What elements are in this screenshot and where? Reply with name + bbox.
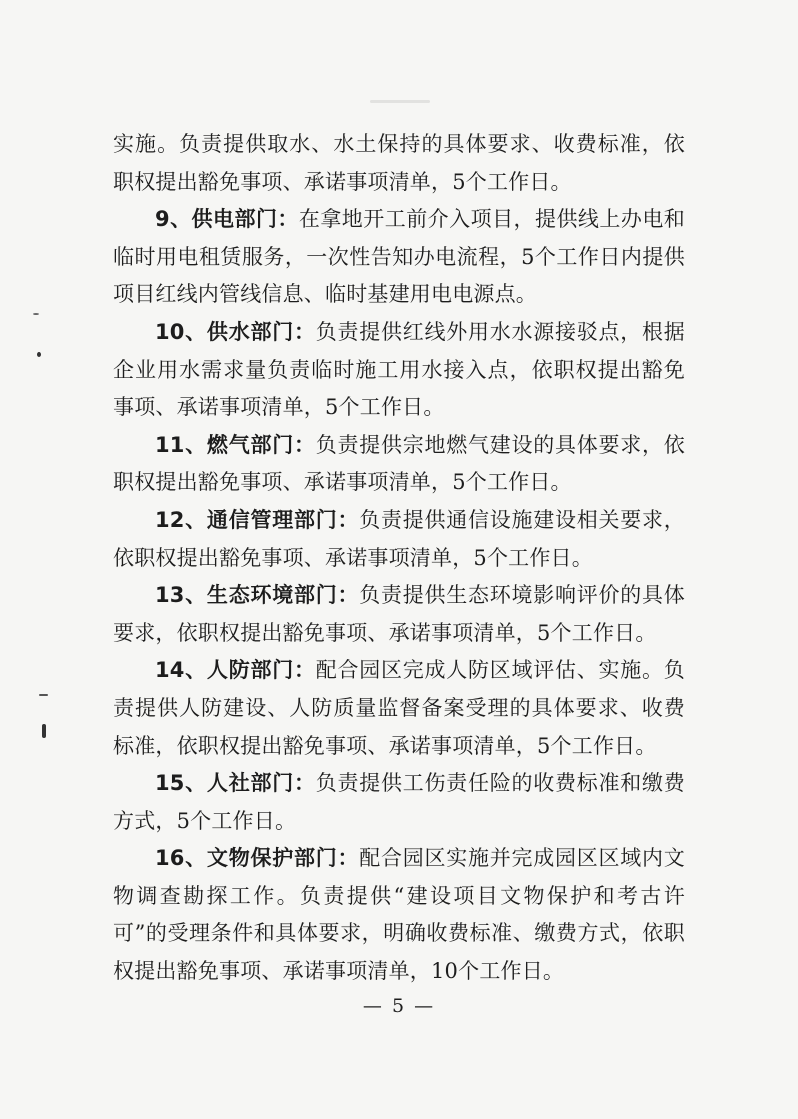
scan-artifact — [370, 100, 430, 103]
paragraph-gas — [113, 427, 685, 502]
paragraph-ecology — [113, 577, 685, 652]
paragraph-continuation — [113, 126, 685, 201]
paragraph-heading: 11、燃气部门： — [155, 432, 316, 457]
paragraph-heading: 16、文物保护部门： — [155, 846, 360, 871]
scan-artifact — [37, 352, 41, 357]
paragraph-text: 实施。负责提供取水、水土保持的具体要求、收费标准，依职权提出豁免事项、承诺事项清单，5个工作日。 — [113, 132, 685, 194]
paragraph-text: 负责提供红线外用水水源接驳点，根据企业用水需求量负责临时施工用水接入点，依职权提出豁免事项、承诺事项清单，5个工作日。 — [113, 319, 685, 420]
paragraph-text: 负责提供生态环境影响评价的具体要求，依职权提出豁免事项、承诺事项清单，5个工作日。 — [113, 583, 685, 645]
paragraph-text: 负责提供宗地燃气建设的具体要求，依职权提出豁免事项、承诺事项清单，5个工作日。 — [113, 432, 685, 495]
paragraph-heading: 12、通信管理部门： — [155, 507, 360, 532]
paragraph-text: 配合园区完成人防区域评估、实施。负责提供人防建设、人防质量监督备案受理的具体要求、收费标准，依职权提出豁免事项、承诺事项清单，5个工作日。 — [113, 658, 685, 758]
body-text — [113, 126, 685, 991]
paragraph-civil-defense — [113, 652, 685, 765]
paragraph-social-security — [113, 765, 685, 840]
paragraph-heading: 14、人防部门： — [155, 658, 316, 683]
paragraph-heading: 10、供水部门： — [155, 319, 316, 344]
paragraph-heading: 15、人社部门： — [155, 771, 316, 796]
scan-artifact — [42, 724, 46, 738]
paragraph-heading: 9、供电部门： — [155, 207, 299, 232]
page-number: — 5 — — [362, 995, 436, 1017]
paragraph-text: 负责提供通信设施建设相关要求，依职权提出豁免事项、承诺事项清单，5个工作日。 — [113, 507, 685, 570]
paragraph-cultural-relics — [113, 840, 685, 990]
paragraph-telecom — [113, 502, 685, 577]
paragraph-heading: 13、生态环境部门： — [155, 583, 360, 608]
scan-artifact — [33, 313, 39, 315]
paragraph-water-supply — [113, 314, 685, 427]
paragraph-text: 配合园区实施并完成园区区域内文物调查勘探工作。负责提供“建设项目文物保护和考古许可”的受理条件和具体要求，明确收费标准、缴费方式，依职权提出豁免事项、承诺事项清单，10个工作日。 — [113, 846, 685, 984]
paragraph-text: 在拿地开工前介入项目，提供线上办电和临时用电租赁服务，一次性告知办电流程，5个工作日内提供项目红线内管线信息、临时基建用电电源点。 — [113, 207, 685, 307]
paragraph-text: 负责提供工伤责任险的收费标准和缴费方式，5个工作日。 — [113, 771, 685, 833]
paragraph-power-supply — [113, 201, 685, 314]
scan-artifact — [39, 694, 48, 696]
